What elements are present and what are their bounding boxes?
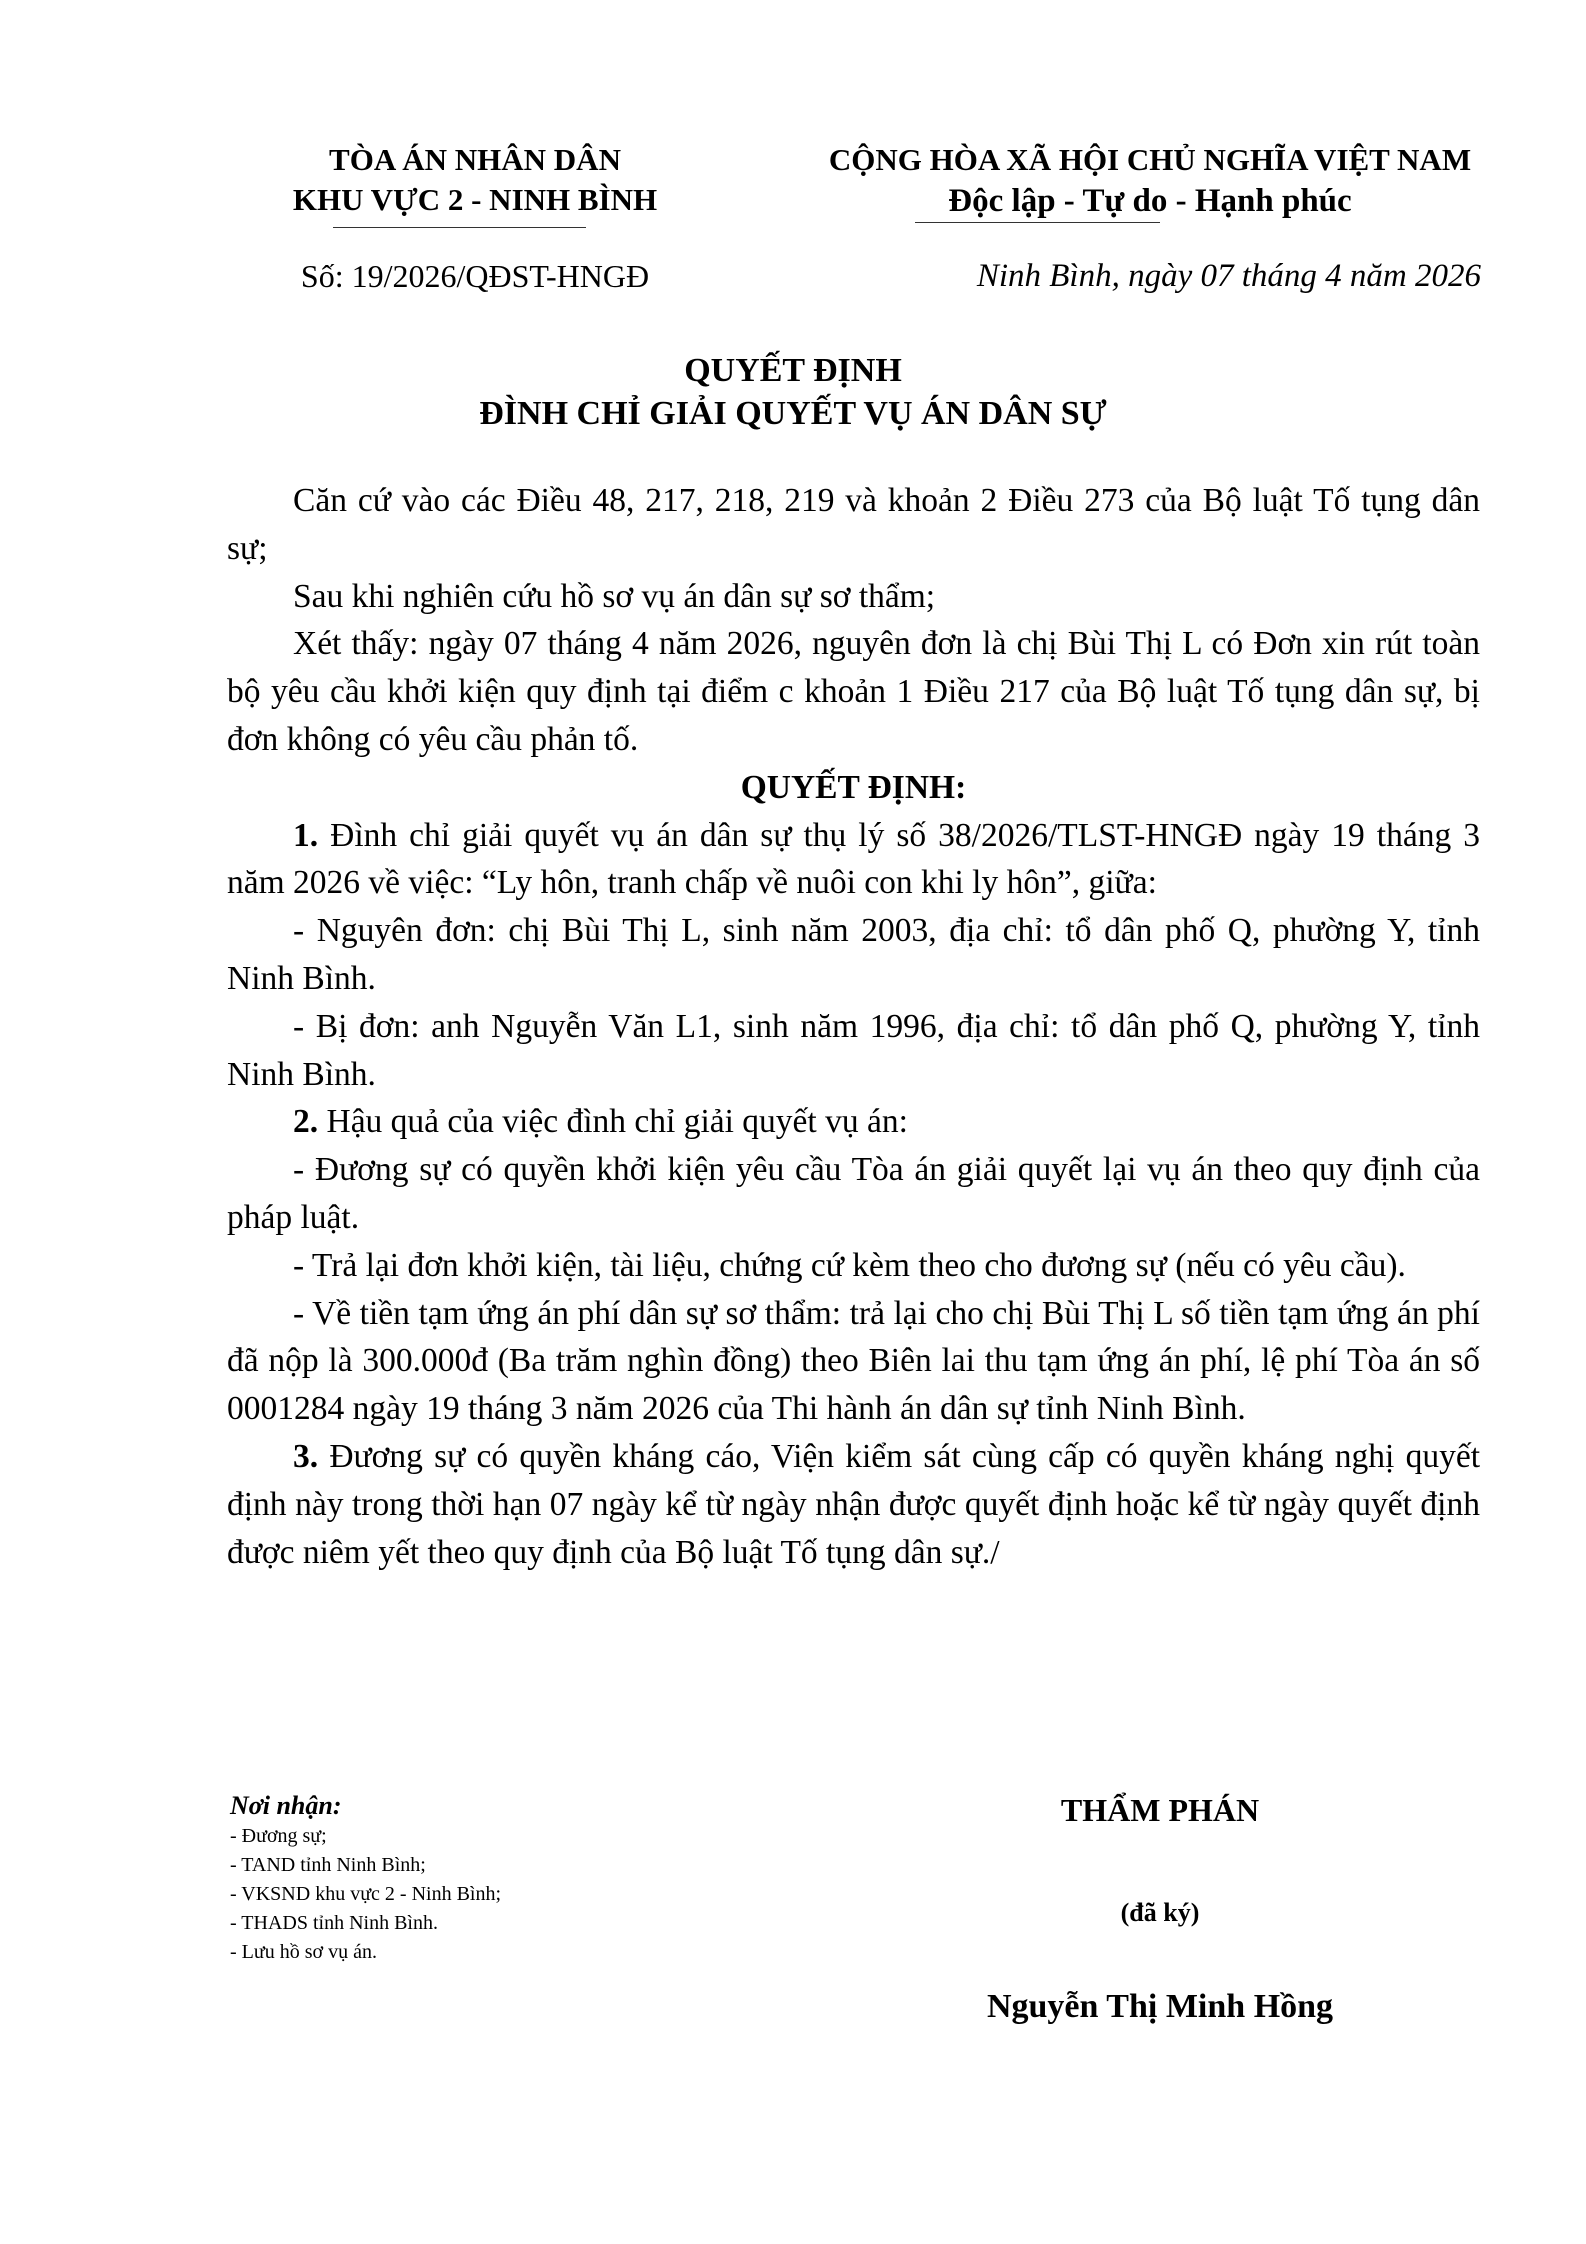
- recipient-item: - THADS tỉnh Ninh Bình.: [230, 1912, 438, 1934]
- recipients-block: [230, 1790, 650, 1967]
- national-title: CỘNG HÒA XÃ HỘI CHỦ NGHĨA VIỆT NAM: [828, 142, 1472, 177]
- item-text: Đình chỉ giải quyết vụ án dân sự thụ lý số 38/2026/TLST-HNGĐ ngày 19 tháng 3 năm 2026 về việc: “Ly hôn, tranh chấp về nuôi con khi ly hôn”, giữa:: [227, 816, 1480, 902]
- decision-item-1: [227, 812, 1480, 908]
- recipient-item: - Lưu hồ sơ vụ án.: [230, 1941, 377, 1963]
- document-subtitle: ĐÌNH CHỈ GIẢI QUYẾT VỤ ÁN DÂN SỰ: [479, 395, 1107, 432]
- signed-note: (đã ký): [1120, 1898, 1200, 1927]
- recipient-item: - VKSND khu vực 2 - Ninh Bình;: [230, 1883, 502, 1905]
- court-name: TÒA ÁN NHÂN DÂN: [329, 142, 621, 177]
- decision-item-3: [227, 1433, 1480, 1576]
- national-motto: Độc lập - Tự do - Hạnh phúc: [948, 183, 1352, 219]
- decision-number: Số: 19/2026/QĐST-HNGĐ: [300, 258, 650, 294]
- recipients-title: Nơi nhận:: [230, 1791, 342, 1820]
- plaintiff-info: - Nguyên đơn: chị Bùi Thị L, sinh năm 2003, địa chỉ: tổ dân phố Q, phường Y, tỉnh Ninh Bình.: [227, 912, 1480, 997]
- signature-block: [950, 1790, 1370, 2028]
- item-number: 2.: [293, 1103, 319, 1141]
- signer-title: THẨM PHÁN: [1060, 1792, 1260, 1828]
- preamble-findings: Xét thấy: ngày 07 tháng 4 năm 2026, nguyên đơn là chị Bùi Thị L có Đơn xin rút toàn bộ yêu cầu khởi kiện quy định tại điểm c khoản 1 Điều 217 của Bộ luật Tố tụng dân sự, bị đơn không có yêu cầu phản tố.: [227, 625, 1480, 758]
- court-header-divider: [333, 227, 586, 228]
- court-header: [240, 140, 710, 220]
- court-region: KHU VỰC 2 - NINH BÌNH: [292, 182, 658, 217]
- consequence-bullet: - Trả lại đơn khởi kiện, tài liệu, chứng cứ kèm theo cho đương sự (nếu có yêu cầu).: [293, 1246, 1406, 1284]
- preamble-review: Sau khi nghiên cứu hồ sơ vụ án dân sự sơ thẩm;: [293, 577, 936, 615]
- item-number: 1.: [293, 816, 319, 854]
- document-body: [227, 477, 1480, 1576]
- consequence-bullet: - Về tiền tạm ứng án phí dân sự sơ thẩm: trả lại cho chị Bùi Thị L số tiền tạm ứng án phí đã nộp là 300.000đ (Ba trăm nghìn đồng) theo Biên lai thu tạm ứng án phí, lệ phí Tòa án số 0001284 ngày 19 tháng 3 năm 2026 của Thi hành án dân sự tỉnh Ninh Bình.: [227, 1294, 1480, 1428]
- document-title: QUYẾT ĐỊNH: [684, 352, 902, 389]
- national-motto-underline: [915, 222, 1160, 223]
- item-text: Đương sự có quyền kháng cáo, Viện kiểm sát cùng cấp có quyền kháng nghị quyết định này trong thời hạn 07 ngày kể từ ngày nhận được quyết định hoặc kể từ ngày quyết định được niêm yết theo quy định của Bộ luật Tố tụng dân sự./: [227, 1437, 1480, 1571]
- defendant-info: - Bị đơn: anh Nguyễn Văn L1, sinh năm 1996, địa chỉ: tổ dân phố Q, phường Y, tỉnh Ninh Bình.: [227, 1007, 1480, 1093]
- item-number: 3.: [293, 1437, 319, 1475]
- consequence-bullet: - Đương sự có quyền khởi kiện yêu cầu Tòa án giải quyết lại vụ án theo quy định của pháp luật.: [227, 1151, 1480, 1236]
- decision-item-2: [227, 1098, 1480, 1146]
- decision-heading: QUYẾT ĐỊNH:: [740, 768, 967, 806]
- signer-name: Nguyễn Thị Minh Hồng: [986, 1988, 1334, 2025]
- recipient-item: - Đương sự;: [230, 1825, 327, 1847]
- issue-date: Ninh Bình, ngày 07 tháng 4 năm 2026: [976, 258, 1481, 294]
- national-header: [790, 140, 1510, 222]
- item-text: Hậu quả của việc đình chỉ giải quyết vụ án:: [318, 1103, 908, 1141]
- preamble-legal-basis: Căn cứ vào các Điều 48, 217, 218, 219 và khoản 2 Điều 273 của Bộ luật Tố tụng dân sự;: [227, 482, 1480, 567]
- recipient-item: - TAND tỉnh Ninh Bình;: [230, 1854, 426, 1876]
